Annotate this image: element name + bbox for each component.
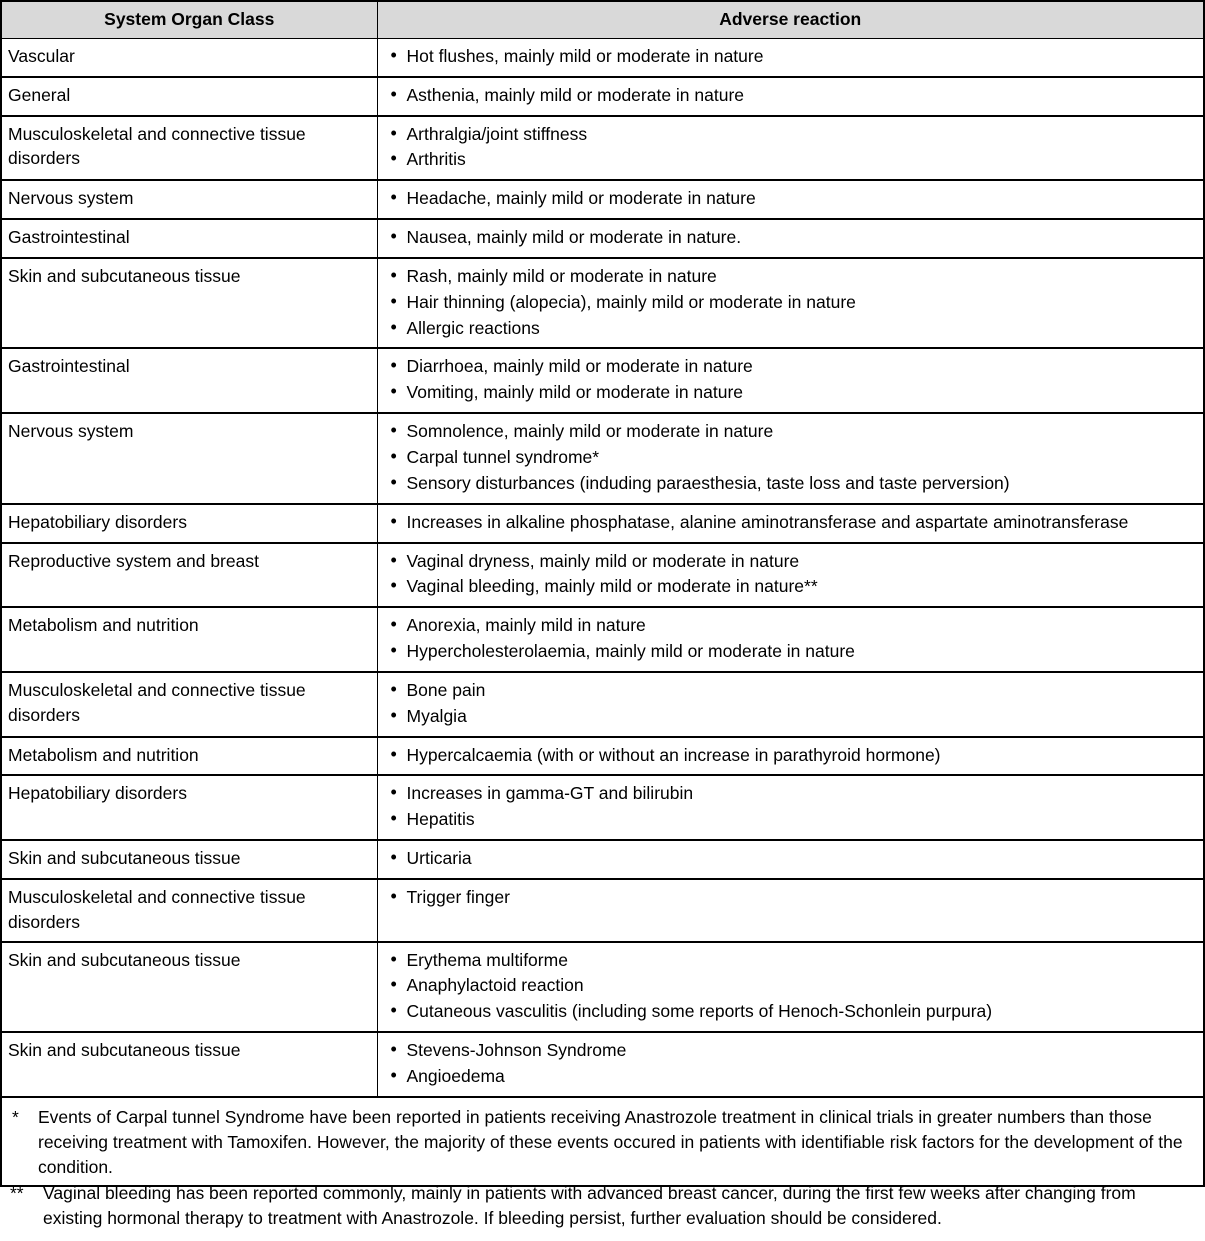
cell-adverse-reaction (377, 180, 1203, 219)
adverse-reaction-item: • Sensory disturbances (induding paraesthesia, taste loss and taste perversion) (390, 471, 1197, 496)
cell-system-organ-class (2, 942, 377, 1033)
adverse-reaction-list (390, 846, 1197, 871)
system-organ-class-label: Musculoskeletal and connective tissue disorders (8, 123, 306, 169)
cell-adverse-reaction (377, 413, 1203, 504)
table-body (2, 38, 1203, 1097)
cell-system-organ-class (2, 348, 377, 413)
cell-system-organ-class (2, 38, 377, 76)
cell-adverse-reaction (377, 219, 1203, 258)
cell-system-organ-class (2, 672, 377, 737)
system-organ-class-label: Musculoskeletal and connective tissue disorders (8, 886, 306, 932)
system-organ-class-label: Musculoskeletal and connective tissue disorders (8, 679, 306, 725)
table-row (2, 840, 1203, 879)
system-organ-class-label: Gastrointestinal (8, 356, 130, 377)
cell-adverse-reaction (377, 737, 1203, 776)
table-row (2, 258, 1203, 349)
cell-adverse-reaction (377, 543, 1203, 608)
system-organ-class-label: Reproductive system and breast (8, 550, 259, 571)
adverse-reaction-item: • Vaginal dryness, mainly mild or moderate in nature (390, 549, 1197, 574)
table-row (2, 942, 1203, 1033)
adverse-reaction-item: • Carpal tunnel syndrome* (390, 445, 1197, 470)
adverse-reaction-list (390, 186, 1197, 211)
cell-system-organ-class (2, 413, 377, 504)
table-row (2, 504, 1203, 543)
table-row (2, 38, 1203, 76)
adverse-reaction-item: • Vaginal bleeding, mainly mild or moderate in nature** (390, 574, 1197, 599)
table-row (2, 672, 1203, 737)
system-organ-class-label: Nervous system (8, 421, 134, 442)
cell-system-organ-class (2, 879, 377, 942)
adverse-reaction-list (390, 781, 1197, 832)
adverse-reaction-list (390, 613, 1197, 664)
cell-system-organ-class (2, 504, 377, 543)
adverse-reaction-item: • Increases in gamma-GT and bilirubin (390, 781, 1197, 806)
cell-system-organ-class (2, 737, 377, 776)
table-row (2, 775, 1203, 840)
adverse-reaction-list (390, 264, 1197, 341)
cell-adverse-reaction (377, 38, 1203, 76)
footnotes-cell (2, 1097, 1203, 1241)
table-row (2, 607, 1203, 672)
adverse-reaction-item: • Hypercholesterolaemia, mainly mild or moderate in nature (390, 639, 1197, 664)
cell-system-organ-class (2, 840, 377, 879)
adverse-reaction-item: • Stevens-Johnson Syndrome (390, 1038, 1197, 1063)
system-organ-class-label: Skin and subcutaneous tissue (8, 848, 241, 869)
column-header-system-organ-class: System Organ Class (2, 2, 377, 38)
system-organ-class-label: Metabolism and nutrition (8, 744, 199, 765)
cell-adverse-reaction (377, 504, 1203, 543)
cell-adverse-reaction (377, 258, 1203, 349)
adverse-reaction-list (390, 44, 1197, 69)
system-organ-class-label: Skin and subcutaneous tissue (8, 1040, 241, 1061)
column-header-adverse-reaction: Adverse reaction (377, 2, 1203, 38)
adverse-reaction-list (390, 83, 1197, 108)
footnote-text: Events of Carpal tunnel Syndrome have been reported in patients receiving Anastrozole treatment in clinical trials in greater numbers than those receiving treatment with Tamoxifen. However, the majority of these events occured in patients with identifiable risk factors for the development of the condition. (38, 1106, 1183, 1177)
cell-system-organ-class (2, 607, 377, 672)
adverse-reaction-item: • Increases in alkaline phosphatase, alanine aminotransferase and aspartate aminotransferase (390, 510, 1197, 535)
table-row (2, 1032, 1203, 1097)
adverse-reaction-list (390, 743, 1197, 768)
cell-adverse-reaction (377, 116, 1203, 181)
table-row (2, 737, 1203, 776)
table-row (2, 879, 1203, 942)
adverse-reaction-list (390, 1038, 1197, 1089)
adverse-reaction-item: • Trigger finger (390, 885, 1197, 910)
adverse-reaction-item: • Nausea, mainly mild or moderate in nature. (390, 225, 1197, 250)
table-row (2, 116, 1203, 181)
adverse-reaction-list (390, 510, 1197, 535)
cell-system-organ-class (2, 116, 377, 181)
table-row (2, 77, 1203, 116)
adverse-reaction-item: • Erythema multiforme (390, 948, 1197, 973)
adverse-reaction-item: • Hot flushes, mainly mild or moderate in nature (390, 44, 1197, 69)
adverse-reaction-item: • Myalgia (390, 704, 1197, 729)
system-organ-class-label: Gastrointestinal (8, 227, 130, 248)
cell-adverse-reaction (377, 1032, 1203, 1097)
adverse-reaction-item: • Allergic reactions (390, 316, 1197, 341)
adverse-reaction-list (390, 354, 1197, 405)
system-organ-class-label: Vascular (8, 45, 75, 66)
adverse-reaction-list (390, 678, 1197, 729)
adverse-reaction-item: • Diarrhoea, mainly mild or moderate in nature (390, 354, 1197, 379)
cell-system-organ-class (2, 258, 377, 349)
cell-adverse-reaction (377, 348, 1203, 413)
cell-adverse-reaction (377, 840, 1203, 879)
cell-adverse-reaction (377, 77, 1203, 116)
adverse-reaction-item: • Angioedema (390, 1064, 1197, 1089)
system-organ-class-label: Metabolism and nutrition (8, 615, 199, 636)
system-organ-class-label: Nervous system (8, 188, 134, 209)
adverse-reaction-item: • Vomiting, mainly mild or moderate in nature (390, 380, 1197, 405)
adverse-reaction-item: • Arthritis (390, 147, 1197, 172)
cell-adverse-reaction (377, 672, 1203, 737)
cell-system-organ-class (2, 219, 377, 258)
adverse-reaction-item: • Bone pain (390, 678, 1197, 703)
table-row (2, 348, 1203, 413)
cell-adverse-reaction (377, 942, 1203, 1033)
cell-system-organ-class (2, 77, 377, 116)
adverse-reaction-item: • Hair thinning (alopecia), mainly mild or moderate in nature (390, 290, 1197, 315)
table-row (2, 413, 1203, 504)
adverse-reaction-item: • Anorexia, mainly mild in nature (390, 613, 1197, 638)
system-organ-class-label: Skin and subcutaneous tissue (8, 949, 241, 970)
adverse-reaction-list (390, 549, 1197, 600)
adverse-reaction-item: • Anaphylactoid reaction (390, 973, 1197, 998)
cell-system-organ-class (2, 775, 377, 840)
system-organ-class-label: Hepatobiliary disorders (8, 511, 187, 532)
table-row (2, 543, 1203, 608)
adverse-reaction-item: • Asthenia, mainly mild or moderate in nature (390, 83, 1197, 108)
adverse-reaction-item: • Urticaria (390, 846, 1197, 871)
footnotes-row (2, 1097, 1203, 1241)
adverse-reaction-item: • Rash, mainly mild or moderate in nature (390, 264, 1197, 289)
adverse-reaction-item: • Hepatitis (390, 807, 1197, 832)
cell-adverse-reaction (377, 775, 1203, 840)
table-row (2, 180, 1203, 219)
cell-system-organ-class (2, 180, 377, 219)
system-organ-class-label: General (8, 84, 71, 105)
table-header (2, 2, 1203, 38)
cell-adverse-reaction (377, 879, 1203, 942)
footnote (10, 1105, 1195, 1180)
table-header-row (2, 2, 1203, 38)
footnote-marker: ** (10, 1183, 24, 1204)
adverse-reaction-item: • Arthralgia/joint stiffness (390, 122, 1197, 147)
footnote-marker: * (12, 1106, 19, 1127)
adverse-reaction-list (390, 225, 1197, 250)
adverse-reaction-list (390, 122, 1197, 173)
adverse-reaction-list (390, 948, 1197, 1025)
adverse-reaction-item: • Headache, mainly mild or moderate in nature (390, 186, 1197, 211)
cell-adverse-reaction (377, 607, 1203, 672)
cell-system-organ-class (2, 1032, 377, 1097)
footnote-text: Vaginal bleeding has been reported commonly, mainly in patients with advanced breast cancer, during the first few weeks after changing from existing hormonal therapy to treatment with Anastrozole. If bleeding persist, further evaluation should be considered. (43, 1183, 1136, 1229)
adverse-reactions-table (2, 2, 1203, 1241)
system-organ-class-label: Hepatobiliary disorders (8, 783, 187, 804)
table-row (2, 219, 1203, 258)
adverse-reaction-list (390, 885, 1197, 910)
footnote (10, 1181, 1195, 1231)
adverse-reaction-item: • Somnolence, mainly mild or moderate in nature (390, 419, 1197, 444)
adverse-reaction-item: • Hypercalcaemia (with or without an increase in parathyroid hormone) (390, 743, 1197, 768)
table-footnotes (2, 1097, 1203, 1241)
cell-system-organ-class (2, 543, 377, 608)
system-organ-class-label: Skin and subcutaneous tissue (8, 265, 241, 286)
adverse-reaction-item: • Cutaneous vasculitis (including some reports of Henoch-Schonlein purpura) (390, 999, 1197, 1024)
adverse-reaction-list (390, 419, 1197, 496)
